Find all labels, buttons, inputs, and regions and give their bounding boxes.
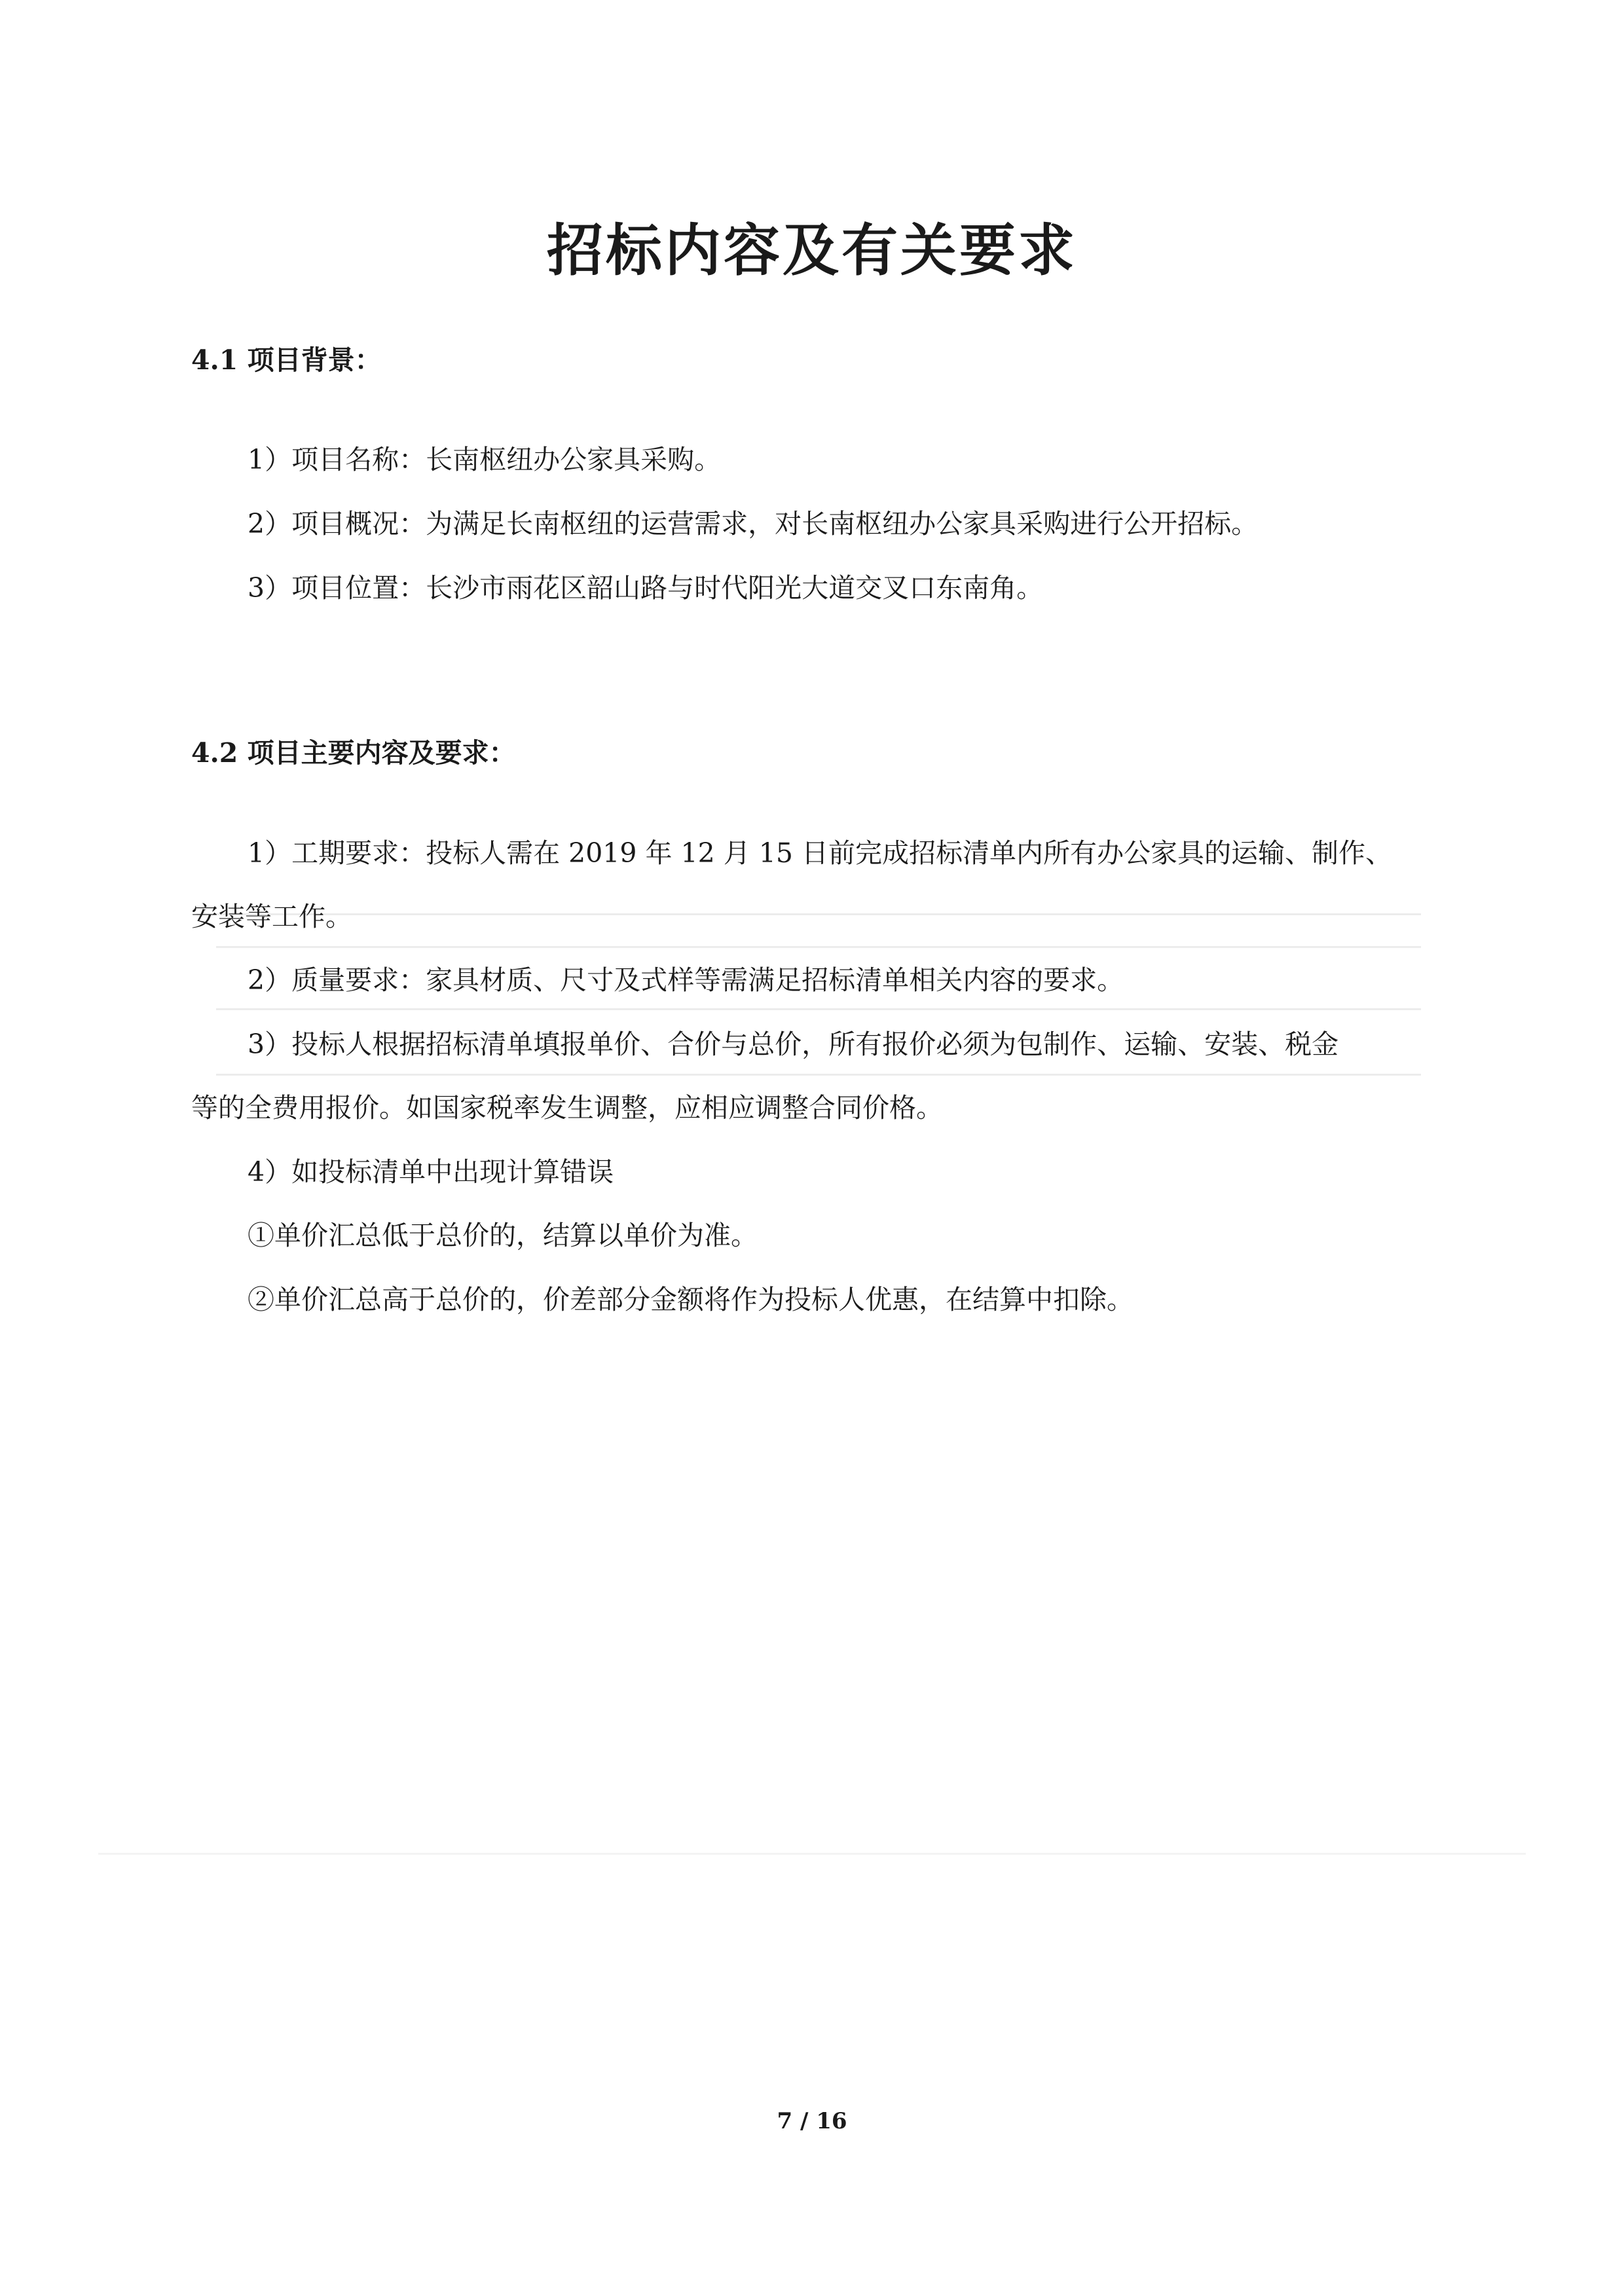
page-title: 招标内容及有关要求 [547,217,1077,283]
show-through-line [196,913,1421,915]
project-location-item: 3）项目位置：长沙市雨花区韶山路与时代阳光大道交叉口东南角。 [248,572,1044,604]
show-through-line [98,1853,1526,1855]
calculation-error-sub1: ①单价汇总低于总价的，结算以单价为准。 [248,1220,758,1251]
schedule-requirement-line2: 安装等工作。 [191,901,352,932]
show-through-line [216,1008,1421,1010]
section-heading-background: 4.1 项目背景： [191,344,382,376]
show-through-line [216,946,1421,948]
page-number: 7 / 16 [777,2108,847,2134]
project-overview-item: 2）项目概况：为满足长南枢纽的运营需求，对长南枢纽办公家具采购进行公开招标。 [248,508,1259,539]
project-name-item: 1）项目名称：长南枢纽办公家具采购。 [248,444,722,475]
calculation-error-item: 4）如投标清单中出现计算错误 [248,1156,614,1188]
schedule-requirement-line1: 1）工期要求：投标人需在 2019 年 12 月 15 日前完成招标清单内所有办公家具的运输、制作、 [248,837,1392,869]
calculation-error-sub2: ②单价汇总高于总价的，价差部分金额将作为投标人优惠，在结算中扣除。 [248,1284,1134,1315]
pricing-requirement-line1: 3）投标人根据招标清单填报单价、合价与总价，所有报价必须为包制作、运输、安装、税金 [248,1029,1339,1060]
quality-requirement: 2）质量要求：家具材质、尺寸及式样等需满足招标清单相关内容的要求。 [248,964,1124,996]
section-heading-requirements: 4.2 项目主要内容及要求： [191,737,516,769]
pricing-requirement-line2: 等的全费用报价。如国家税率发生调整，应相应调整合同价格。 [191,1092,943,1123]
show-through-line [216,1074,1421,1076]
